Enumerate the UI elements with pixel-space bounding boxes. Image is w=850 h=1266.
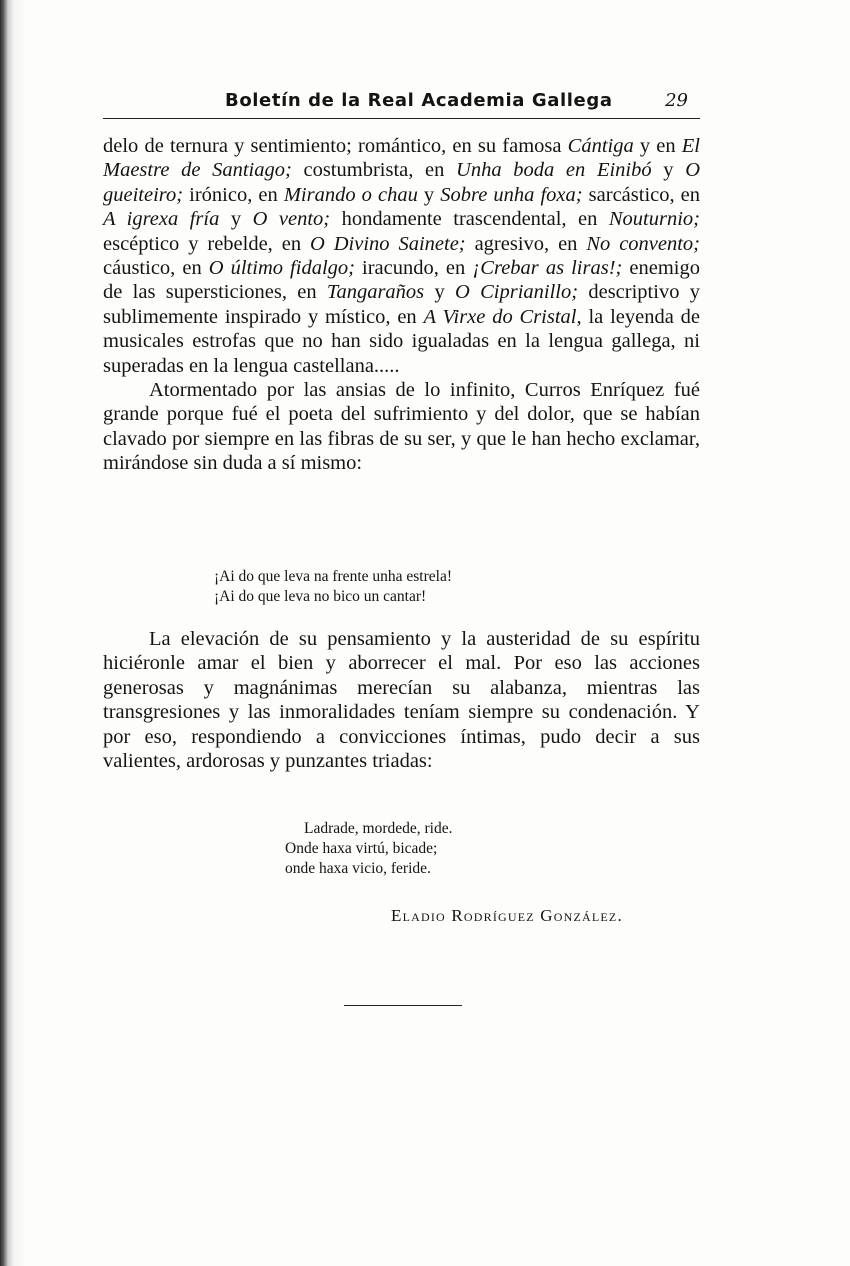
journal-title: Boletín de la Real Academia Gallega	[225, 90, 613, 111]
main-text-continued	[103, 627, 700, 773]
work-title: Mirando o chau	[283, 183, 418, 206]
work-title: Tangaraños	[326, 281, 425, 304]
work-title: Sobre unha foxa;	[440, 183, 583, 206]
work-title: O gueiteiro;	[103, 159, 700, 206]
paragraph-elevacion: La elevación de su pensamiento y la austeridad de su espíritu hiciéronle amar el bien y aborrecer el mal. Por eso las acciones generosas y magnánimas merecían su alabanza, mientras las transgresiones y las inmoralidades teníam siempre su condenación. Y por eso, respondiendo a convicciones íntimas, pudo decir a sus valientes, ardorosas y punzantes triadas:	[103, 628, 700, 773]
verse-line: onde haxa vicio, feride.	[285, 860, 431, 877]
text-run: cáustico, en	[103, 257, 209, 280]
verse-quotation-1	[214, 567, 452, 607]
text-run: y	[417, 183, 441, 206]
text-run: y	[424, 281, 455, 304]
text-run: escéptico y rebelde, en	[103, 232, 311, 255]
text-run: agresivo, en	[465, 232, 587, 255]
verse-line: Ladrade, mordede, ride.	[304, 820, 453, 837]
paragraph-atormentado: Atormentado por las ansias de lo infinito, Curros Enríquez fué grande porque fué el poeta del sufrimiento y del dolor, que se habían clavado por siempre en las fibras de su ser, y que le han hecho exclamar, mirándose sin duda a sí mismo:	[103, 379, 700, 475]
text-run: sarcástico, en	[582, 183, 701, 206]
verse-quotation-2	[285, 819, 452, 879]
text-run: enemigo de las supersticiones, en	[103, 257, 700, 304]
work-title: Unha boda en Einibó	[456, 159, 652, 182]
text-run: delo de ternura y sentimiento; romántico, en su famosa	[103, 135, 568, 157]
text-run: la leyenda de musicales estrofas que no han sido igualadas en la lengua gallega, ni superadas en la lengua castellana.....	[103, 305, 700, 377]
work-title: No convento;	[586, 232, 701, 255]
work-title: O vento;	[252, 208, 331, 231]
work-title: O Divino Sainete;	[310, 232, 466, 255]
text-run: hondamente trascendental, en	[330, 208, 609, 231]
work-title: O Ciprianillo;	[455, 281, 579, 304]
verse-line: ¡Ai do que leva na frente unha estrela!	[214, 568, 452, 585]
text-run: y	[219, 208, 253, 231]
text-run: iracundo, en	[354, 257, 473, 280]
paragraph-works-list	[103, 134, 700, 378]
text-run: y	[651, 159, 686, 182]
text-run: irónico, en	[183, 183, 284, 206]
work-title: El Maestre de Santiago;	[103, 135, 700, 182]
running-header	[103, 86, 700, 119]
text-run: y en	[633, 135, 682, 157]
text-run: descriptivo y sublimemente inspirado y místico, en	[103, 281, 700, 328]
verse-line: Onde haxa virtú, bicade;	[285, 840, 438, 857]
work-title: A Virxe do Cristal,	[423, 305, 582, 328]
work-title: ¡Crebar as liras!;	[472, 257, 623, 280]
work-title: Nouturnio;	[608, 208, 700, 231]
page-number: 29	[665, 90, 688, 111]
verse-line: ¡Ai do que leva no bico un cantar!	[214, 588, 427, 605]
main-text	[103, 134, 700, 476]
text-run: costumbrista, en	[291, 159, 457, 182]
author-signature: Eladio Rodríguez González.	[391, 906, 623, 925]
work-title: A igrexa fría	[103, 208, 220, 231]
book-binding-edge	[0, 0, 26, 1266]
end-rule-divider	[344, 1005, 462, 1006]
work-title: O último fidalgo;	[208, 257, 355, 280]
work-title: Cántiga	[567, 135, 634, 157]
